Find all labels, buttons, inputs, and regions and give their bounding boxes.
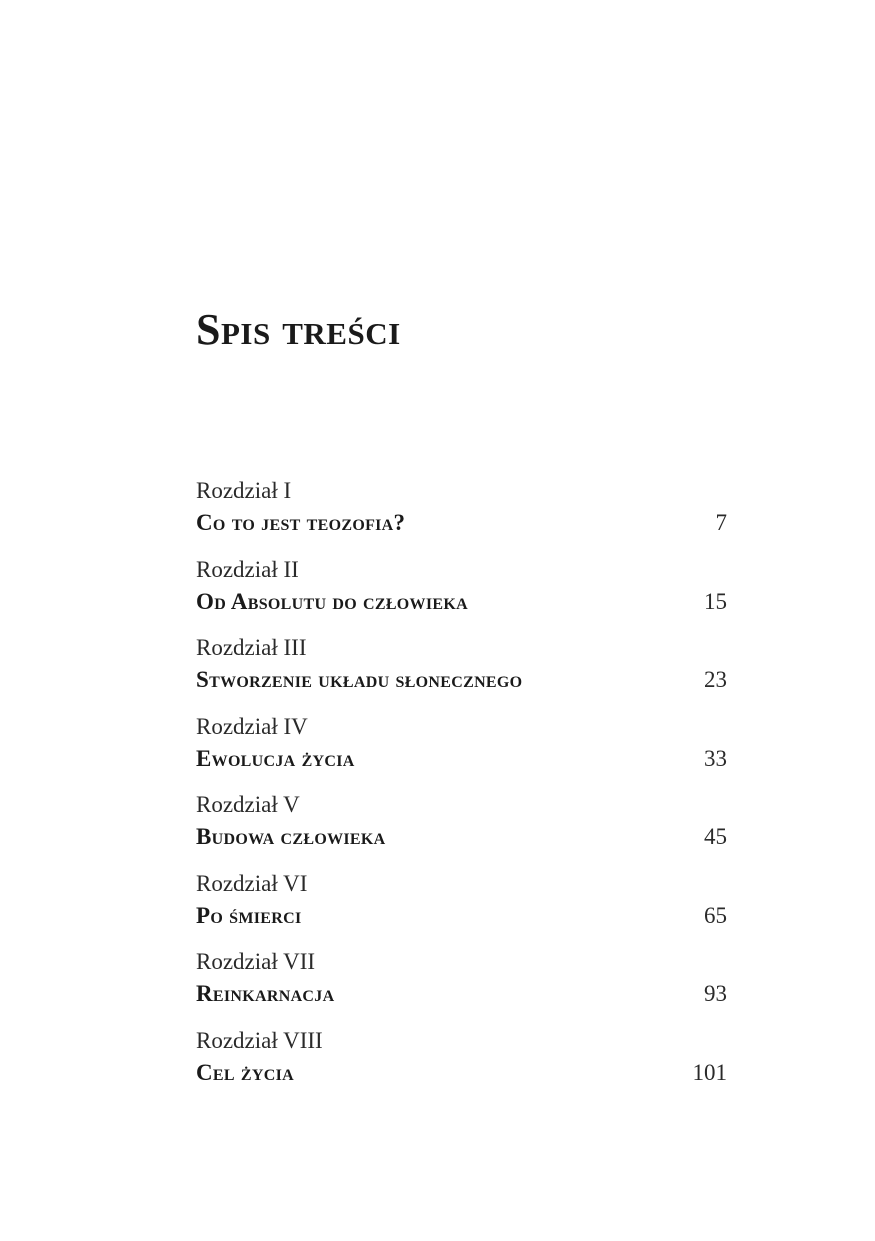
toc-entry-1: [196, 476, 727, 555]
toc-entry-4: [196, 712, 727, 791]
page-number: 93: [704, 981, 727, 1006]
toc-row: [196, 742, 727, 776]
toc-entry-2: [196, 555, 727, 634]
table-of-contents: [196, 476, 727, 1104]
chapter-label: Rozdział VIII: [196, 1027, 323, 1053]
page-number: 45: [704, 824, 727, 849]
toc-row: [196, 1056, 727, 1090]
chapter-title: Budowa człowieka: [196, 824, 386, 849]
chapter-label: Rozdział V: [196, 792, 300, 817]
chapter-label: Rozdział VII: [196, 949, 316, 974]
toc-entry-8: [196, 1026, 727, 1105]
chapter-title: Reinkarnacja: [196, 981, 335, 1006]
page-number: 7: [715, 510, 727, 535]
toc-entry-3: [196, 633, 727, 712]
chapter-title: Cel życia: [196, 1059, 294, 1085]
toc-row: [196, 585, 727, 619]
page-number: 15: [704, 588, 727, 614]
page-number: 23: [704, 667, 727, 692]
page-number: 65: [704, 902, 727, 928]
page-title: Spis treści: [196, 305, 401, 354]
toc-row: [196, 977, 727, 1011]
chapter-label: Rozdział IV: [196, 713, 308, 739]
toc-row: [196, 506, 727, 540]
page-number: 101: [692, 1059, 727, 1085]
chapter-title: Stworzenie układu słonecznego: [196, 667, 523, 692]
chapter-label: Rozdział VI: [196, 870, 308, 896]
toc-row: [196, 663, 727, 697]
toc-entry-6: [196, 869, 727, 948]
toc-entry-5: [196, 790, 727, 869]
chapter-label: Rozdział II: [196, 556, 299, 582]
page-number: 33: [704, 745, 727, 771]
toc-row: [196, 820, 727, 854]
chapter-title: Co to jest teozofia?: [196, 510, 406, 535]
toc-row: [196, 899, 727, 933]
chapter-label: Rozdział I: [196, 478, 292, 503]
chapter-title: Od Absolutu do człowieka: [196, 588, 468, 614]
toc-entry-7: [196, 947, 727, 1026]
chapter-title: Ewolucja życia: [196, 745, 355, 771]
chapter-label: Rozdział III: [196, 635, 307, 660]
chapter-title: Po śmierci: [196, 902, 302, 928]
